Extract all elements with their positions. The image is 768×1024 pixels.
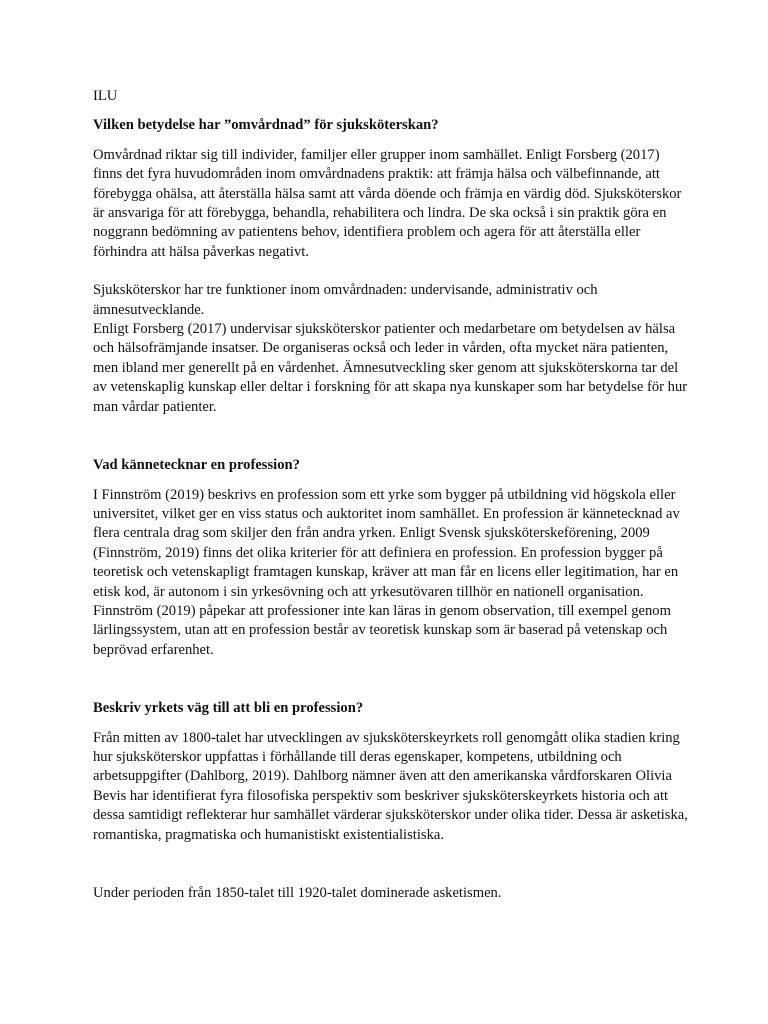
paragraph-profession: I Finnström (2019) beskrivs en profession som ett yrke som bygger på utbildning vid högskola eller universitet, vilket ger en viss status och auktoritet inom samhället. En profession är kännetecknad av flera centrala drag som skiljer den från andra yrken. Enligt Svensk sjuksköterskeförening, 2009 (Finnström, 2019) finns det olika kriterier för att definiera en profession. En profession bygger på teoretisk och vetenskapligt framtagen kunskap, kräver att man får en licens eller legitimation, har en etisk kod, är autonom i sin yrkesövning och att yrkesutövaren tillhör en nationell organisation. Finnström (2019) påpekar att professioner inte kan läras in genom observation, till exempel genom lärlingssystem, utan att en profession består av teoretisk kunskap som är baserad på vetenskap och beprövad erfarenhet. xyxy=(93,486,680,658)
paragraph-historia: Från mitten av 1800-talet har utvecklingen av sjuksköterskeyrkets roll genomgått olika stadien kring hur sjuksköterskor uppfattas i förhållande till deras egenskaper, kompetens, utbildning och arbetsuppgifter (Dahlborg, 2019). Dahlborg nämner även att den amerikanska vårdforskaren Olivia Bevis har identifierat fyra filosofiska perspektiv som beskriver sjuksköterskeyrkets historia och att dessa samtidigt reflekterar hur samhället värderar sjuksköterskor under olika tider. Dessa är asketiska, romantiska, pragmatiska och humanistiskt existentialistiska. xyxy=(93,729,688,843)
paragraph-asketism: Under perioden från 1850-talet till 1920-talet dominerade asketismen. xyxy=(93,885,502,901)
section-heading-omvardnad: Vilken betydelse har ”omvårdnad” för sjuksköterskan? xyxy=(93,117,439,134)
paragraph-funktioner: Sjuksköterskor har tre funktioner inom omvårdnaden: undervisande, administrativ och ämnesutvecklande. xyxy=(93,282,598,318)
document-page xyxy=(93,87,688,903)
section-heading-yrkets-vag: Beskriv yrkets väg till att bli en profession? xyxy=(93,700,364,717)
paragraph-omvardnad-intro: Omvårdnad riktar sig till individer, familjer eller grupper inom samhället. Enligt Forsberg (2017) finns det fyra huvudområden inom omvårdnadens praktik: att främja hälsa och välbefinnande, att förebygga ohälsa, att återställa hälsa samt att vårda döende och främja en värdig död. Sjuksköterskor är ansvariga för att förebygga, behandla, rehabilitera och lindra. De ska också i sin praktik göra en noggrann bedömning av patientens behov, identifiera problem och agera för att återställa eller förhindra att hälsa påverkas negativt. xyxy=(93,146,682,260)
section-heading-profession: Vad kännetecknar en profession? xyxy=(93,457,300,474)
document-label: ILU xyxy=(93,88,118,104)
paragraph-forsberg: Enligt Forsberg (2017) undervisar sjuksköterskor patienter och medarbetare om betydelsen av hälsa och hälsofrämjande insatser. De organiseras också och leder in vården, ofta mycket nära patienten, men ibland mer generellt på en vårdenhet. Ämnesutveckling sker genom att sjuksköterskorna tar del av vetenskaplig kunskap eller deltar i forskning för att skapa nya kunskaper som har betydelse för hur man vårdar patienter. xyxy=(93,321,688,415)
